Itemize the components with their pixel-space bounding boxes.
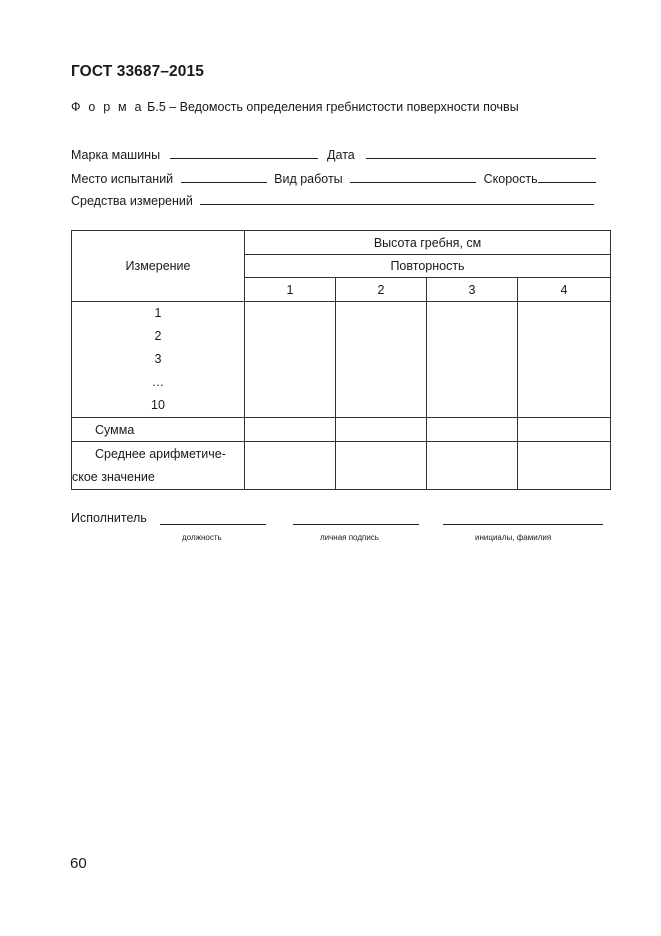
work-type-label: Вид работы — [274, 172, 343, 186]
field-line-place — [71, 170, 596, 186]
row-number: 3 — [154, 352, 162, 366]
row-number: 2 — [154, 329, 162, 343]
height-header: Высота гребня, см — [245, 231, 611, 255]
mean-label-line1: Среднее арифметиче- — [95, 446, 226, 461]
repeat-number: 1 — [245, 278, 336, 302]
repeat-number: 2 — [336, 278, 427, 302]
repeat-header: Повторность — [245, 255, 611, 278]
machine-field[interactable] — [170, 146, 318, 159]
speed-field[interactable] — [538, 170, 596, 183]
place-field[interactable] — [181, 170, 267, 183]
data-cell[interactable] — [336, 302, 427, 418]
machine-label: Марка машины — [71, 148, 161, 162]
page-number: 60 — [70, 855, 87, 872]
repeat-number: 3 — [427, 278, 518, 302]
name-line[interactable] — [443, 524, 603, 525]
row-numbers-cell — [72, 302, 245, 418]
instruments-field[interactable] — [200, 192, 594, 205]
sum-cell[interactable] — [336, 418, 427, 442]
row-number: … — [151, 375, 165, 389]
data-cell[interactable] — [427, 302, 518, 418]
executor-label: Исполнитель — [71, 511, 147, 525]
measurement-header: Измерение — [72, 231, 245, 302]
position-caption: должность — [182, 533, 222, 542]
mean-cell[interactable] — [518, 442, 611, 490]
date-label: Дата — [327, 148, 355, 162]
signature-caption: личная подпись — [320, 533, 379, 542]
sum-label: Сумма — [72, 418, 245, 442]
sum-cell[interactable] — [518, 418, 611, 442]
field-line-instruments — [71, 192, 594, 208]
instruments-label: Средства измерений — [71, 194, 193, 208]
measurement-table — [71, 230, 611, 490]
mean-label-cell — [72, 442, 245, 490]
form-title — [71, 100, 519, 114]
signature-line[interactable] — [293, 524, 419, 525]
speed-label: Скорость — [483, 172, 538, 186]
row-number: 10 — [151, 398, 165, 412]
sum-cell[interactable] — [245, 418, 336, 442]
date-field[interactable] — [366, 146, 596, 159]
mean-cell[interactable] — [427, 442, 518, 490]
place-label: Место испытаний — [71, 172, 174, 186]
data-cell[interactable] — [518, 302, 611, 418]
form-name: Б.5 – Ведомость определения гребнистости поверхности почвы — [147, 100, 519, 114]
repeat-number: 4 — [518, 278, 611, 302]
data-cell[interactable] — [245, 302, 336, 418]
form-label: Ф о р м а — [71, 100, 144, 114]
mean-label-line2: ское значение — [72, 469, 155, 484]
field-line-machine — [71, 146, 596, 162]
standard-number: ГОСТ 33687–2015 — [71, 63, 204, 80]
row-number: 1 — [154, 306, 162, 320]
mean-cell[interactable] — [245, 442, 336, 490]
work-type-field[interactable] — [350, 170, 476, 183]
position-line[interactable] — [160, 524, 266, 525]
name-caption: инициалы, фамилия — [475, 533, 552, 542]
mean-cell[interactable] — [336, 442, 427, 490]
sum-cell[interactable] — [427, 418, 518, 442]
